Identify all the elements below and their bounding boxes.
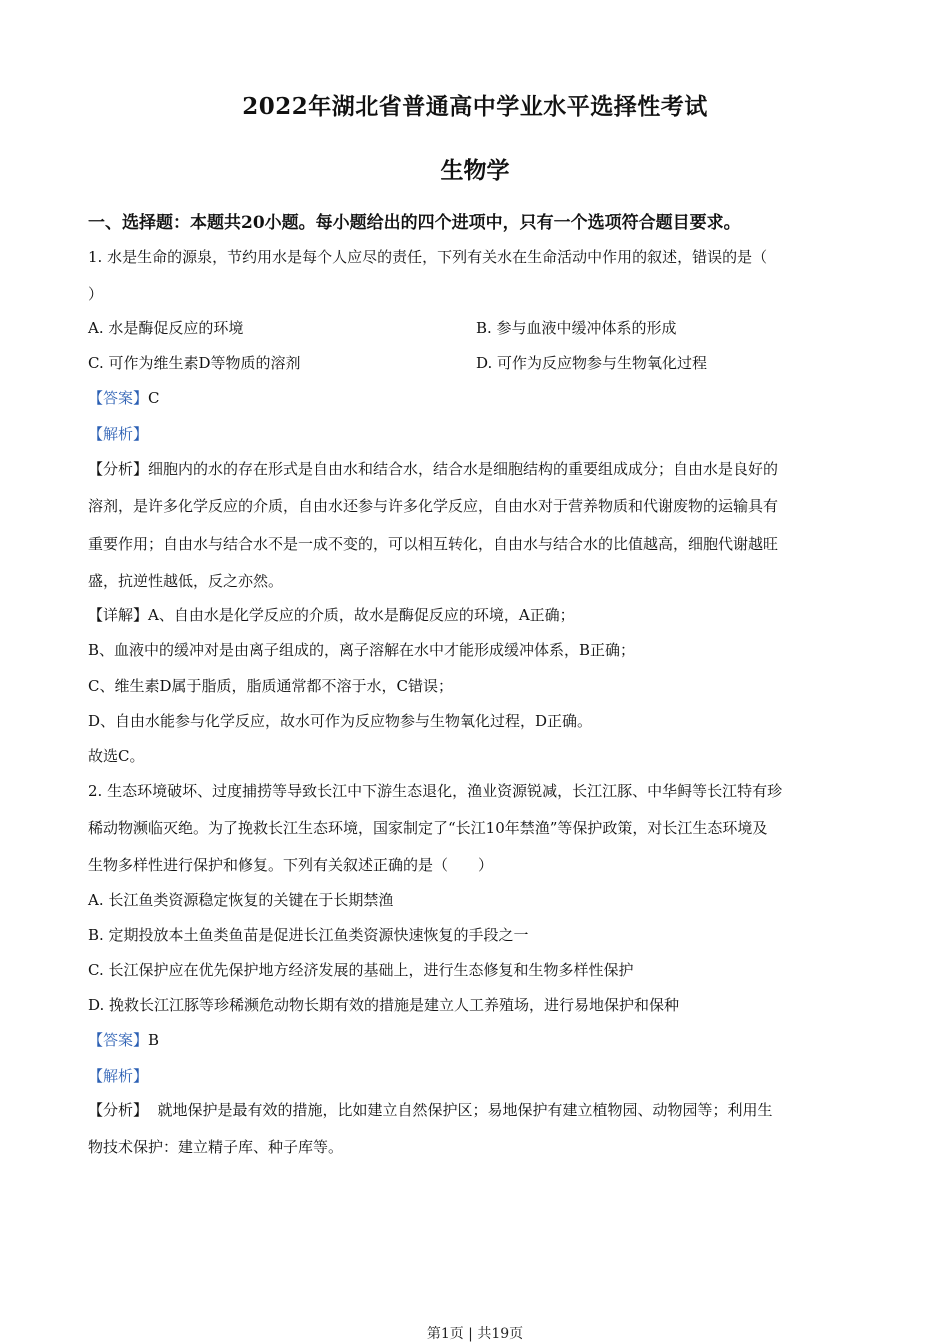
analysis-tag: 【解析】 xyxy=(88,425,149,443)
q1-fenxi-line-2: 溶剂，是许多化学反应的介质，自由水还参与许多化学反应，自由水对于营养物质和代谢废物的运输具有 xyxy=(88,497,779,515)
answer-value: B xyxy=(148,1031,160,1049)
q2-stem-line-1: 2. 生态环境破坏、过度捕捞等导致长江中下游生态退化，渔业资源锐减，长江江豚、中华鲟等长江特有珍 xyxy=(88,782,783,800)
analysis-tag: 【解析】 xyxy=(88,1067,149,1085)
q1-fenxi-line-4: 盛，抗逆性越低，反之亦然。 xyxy=(88,572,284,590)
xiangjie-tag: 【详解】 xyxy=(88,606,149,624)
q1-option-d: D. 可作为反应物参与生物氧化过程 xyxy=(476,354,708,372)
q1-analysis-tag xyxy=(88,424,148,444)
q1-option-b: B. 参与血液中缓冲体系的形成 xyxy=(476,319,677,337)
q2-stem-line-3: 生物多样性进行保护和修复。下列有关叙述正确的是（ ） xyxy=(88,856,494,874)
q1-conclusion: 故选C。 xyxy=(88,747,145,765)
q1-xiangjie-line-3: C、维生素D属于脂质，脂质通常都不溶于水，C错误； xyxy=(88,677,453,695)
q1-fenxi-line-3: 重要作用；自由水与结合水不是一成不变的，可以相互转化，自由水与结合水的比值越高，细胞代谢越旺 xyxy=(88,535,779,553)
q2-option-c: C. 长江保护应在优先保护地方经济发展的基础上，进行生态修复和生物多样性保护 xyxy=(88,961,634,979)
answer-tag: 【答案】 xyxy=(88,389,149,407)
q1-answer xyxy=(88,388,160,408)
answer-tag: 【答案】 xyxy=(88,1031,149,1049)
page-footer: 第1页 | 共19页 xyxy=(426,1326,524,1342)
q2-fenxi-line-2: 物技术保护：建立精子库、种子库等。 xyxy=(88,1138,344,1156)
xiangjie-text: A、自由水是化学反应的介质，故水是酶促反应的环境，A正确； xyxy=(148,606,575,624)
q1-option-a: A. 水是酶促反应的环境 xyxy=(88,319,244,337)
q1-option-c: C. 可作为维生素D等物质的溶剂 xyxy=(88,354,301,372)
page-subtitle: 生物学 xyxy=(440,157,510,184)
fenxi-text: 就地保护是最有效的措施，比如建立自然保护区；易地保护有建立植物园、动物园等；利用生 xyxy=(148,1101,773,1119)
fenxi-tag: 【分析】 xyxy=(88,1101,149,1119)
q1-fenxi-line-1 xyxy=(88,459,778,479)
q2-stem-line-2: 稀动物濒临灭绝。为了挽救长江生态环境，国家制定了“长江10年禁渔”等保护政策，对长江生态环境及 xyxy=(88,819,768,837)
q2-option-a: A. 长江鱼类资源稳定恢复的关键在于长期禁渔 xyxy=(88,891,394,909)
fenxi-text: 细胞内的水的存在形式是自由水和结合水，结合水是细胞结构的重要组成成分；自由水是良好的 xyxy=(148,460,779,478)
section-heading: 一、选择题：本题共20小题。每小题给出的四个进项中，只有一个选项符合题目要求。 xyxy=(88,213,741,233)
q1-xiangjie-line-1 xyxy=(88,605,575,625)
q2-option-b: B. 定期投放本土鱼类鱼苗是促进长江鱼类资源快速恢复的手段之一 xyxy=(88,926,529,944)
fenxi-tag: 【分析】 xyxy=(88,460,149,478)
q1-xiangjie-line-4: D、自由水能参与化学反应，故水可作为反应物参与生物氧化过程，D正确。 xyxy=(88,712,593,730)
q1-stem-line-2: ） xyxy=(88,285,104,303)
q1-xiangjie-line-2: B、血液中的缓冲对是由离子组成的，离子溶解在水中才能形成缓冲体系，B正确； xyxy=(88,641,636,659)
page-title: 2022年湖北省普通高中学业水平选择性考试 xyxy=(242,93,708,120)
q2-answer xyxy=(88,1030,159,1050)
q2-analysis-tag xyxy=(88,1066,148,1086)
q1-stem-line-1: 1. 水是生命的源泉，节约用水是每个人应尽的责任，下列有关水在生命活动中作用的叙述，错误的是（ xyxy=(88,248,768,266)
answer-value: C xyxy=(148,389,160,407)
q2-option-d: D. 挽救长江江豚等珍稀濒危动物长期有效的措施是建立人工养殖场，进行易地保护和保种 xyxy=(88,996,680,1014)
q2-fenxi-line-1 xyxy=(88,1100,773,1120)
